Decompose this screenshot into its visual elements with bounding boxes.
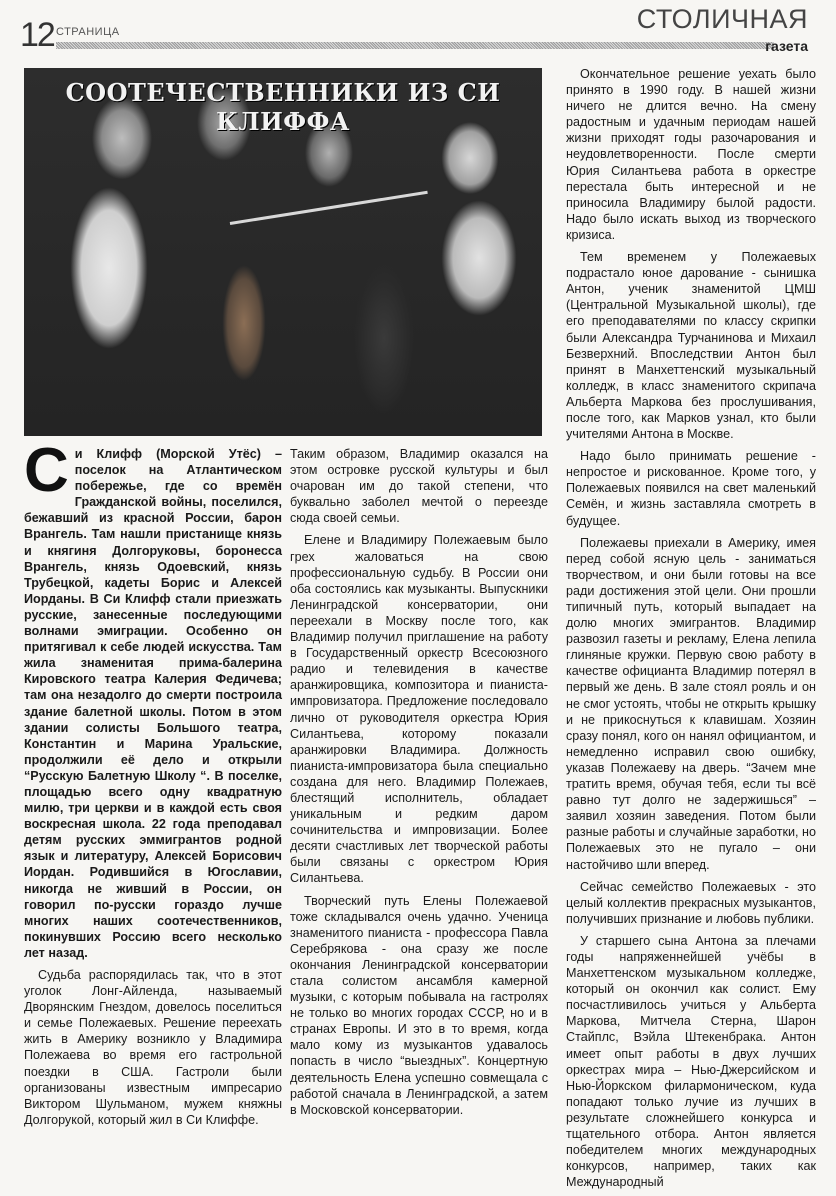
- page-header: [0, 0, 836, 60]
- paragraph: Судьба распорядилась так, что в этот уголок Лонг-Айленда, называемый Дворянским Гнездом, довелось поселиться и семье Полежаевых. Решение переехать жить в Америку возникло у Владимира Полежаева во время его гастрольной поездки в США. Гастроли были организованы известным импресарио Виктором Шульманом, мужем княжны Долгорукой, который жил в Си Клиффе.: [24, 968, 282, 1127]
- lead-text: и Клифф (Морской Утёс) – поселок на Атлантическом побережье, где со времён Гражданской войны, поселился, бежавший из красной России, барон Врангель. Там нашли пристанище князь и княгиня Долгоруковы, боронесса Врангель, князь Одоевский, князь Трубецкой, кадеты Борис и Алексей Иорданы. В Си Клифф стали приезжать русские, занесенные последующими волнами эмиграции. Особенно он притягивал к себе людей искусства. Там жила знаменитая прима-балерина Кировского театра Калерия Федичева; там она незадолго до смерти построила здание балетной школы. Потом в этом здании солисты Большого театра, Константин и Марина Уральские, продолжили её дело и открыли “Русскую Балетную Школу “. В поселке, площадью всего одну квадратную милю, три церкви и в каждой есть своя воскресная школа. 22 года преподавал детям русских эммигрантов родной язык и литературу, Алексей Борисович Иордан. Родившийся в Югославии, никогда не живший в России, он говорил по-русски гораздо лучше многих наших соотечественников, покинувших Россию всего несколько лет назад.: [24, 447, 282, 960]
- newspaper-masthead: СТОЛИЧНАЯ: [636, 4, 808, 34]
- paragraph: Тем временем у Полежаевых подрастало юное дарование - сынишка Антон, ученик знаменитой ЦМШ (Центральной Музыкальной школы), где его преподавателями по классу скрипки были Александра Турчанинова и Михаил Безверхний. Впоследствии Антон был принят в Манхеттенский музыкальный колледж, в класс знаменитого скрипача Альберта Маркова без прослушивания, после того, как Марков узнал, кто были учителями Антона в Москве.: [566, 250, 816, 442]
- article-lead: [24, 436, 282, 961]
- paragraph: Окончательное решение уехать было принято в 1990 году. В нашей жизни ничего не длится вечно. На смену радостным и удачным периодам нашей жизни приходят годы разочарования и неудовлетворенности. После смерти Юрия Силантьева работа в оркестре перестала быть интересной и не приносила Владимиру былой радости. Надо было искать выход из творческого кризиса.: [566, 67, 816, 242]
- column-right: [566, 66, 816, 1196]
- paragraph: Сейчас семейство Полежаевых - это целый коллектив прекрасных музыкантов, получивших признание и любовь публики.: [566, 879, 816, 926]
- paragraph: Таким образом, Владимир оказался на этом островке русской культуры и был очарован им до такой степени, что буквально заболел мечтой о переезде сюда своей семьи.: [290, 447, 548, 526]
- paragraph: Творческий путь Елены Полежаевой тоже складывался очень удачно. Ученица знаменитого пианиста - профессора Павла Серебрякова - она сразу же после окончания Ленинградской консерватории стала солистом ансамбля камерной музыки, с которым побывала на гастролях не только во многих городах СССР, но и в странах Европы. И это в то время, когда мало кому из музыкантов удавалось попасть в число “выездных”. Концертную деятельность Елена успешно совмещала с работой сначала в Ленинградской, а затем в Московской консерватории.: [290, 893, 548, 1117]
- paragraph: У старшего сына Антона за плечами годы напряженнейшей учёбы в Манхеттенском музыкальном колледже, который он окончил как солист. Ему посчастливилось учиться у Альберта Маркова, Митчела Стерна, Шарон Стайплс, Вэйла Штекенбрака. Антон имеет опыт работы в двух лучших оркестрах мира – Нью-Джерсийском и Нью-Йоркском филармоническом, куда попадают только лучие из лучших в результате сложнейшего конкурса и тщательного отбора. Антон является победителем многих международных конкурсов, например, таких как Международный: [566, 933, 816, 1190]
- drop-cap: С: [24, 436, 69, 505]
- violin-bow-shape: [230, 191, 428, 225]
- page-number: 12: [20, 16, 54, 54]
- column-middle: [290, 446, 548, 1124]
- paragraph: Полежаевы приехали в Америку, имея перед собой ясную цель - заниматься творчеством, и они были готовы на все ради достижения этой цели. Они прошли типичный путь, который выпадает на долю многих эмигрантов. Владимир развозил газеты и рекламу, Елена лепила глиняные кружки. Первую свою работу в качестве официанта Владимир потерял в первый же день. В зале стоял рояль и он не смог устоять, чтобы не открыть крышку и не прикоснуться к клавишам. Хозяин сразу понял, кого он нанял официантом, и немедленно исправил свою ошибку, указав Полежаеву на дверь. “Зачем мне тратить время, обучая тебя, если ты всё равно тут долго не задержишься” – заявил хозяин заведения. Потом были разные работы и случайные заработки, но Полежаевых это не пугало – они настойчиво шли вперед.: [566, 535, 816, 872]
- column-left: [24, 436, 282, 1134]
- article-photo: [24, 68, 542, 436]
- newspaper-masthead-subtitle: газета: [765, 38, 808, 54]
- header-divider: [56, 42, 774, 49]
- paragraph: Елене и Владимиру Полежаевым было грех жаловаться на свою профессиональную судьбу. В России они оба состоялись как музыканты. Выпускники Ленинградской консерватории, они переехали в Москву после того, как Владимир получил приглашение на работу в Государственный оркестр Всесоюзного радио и телевидения в качестве аранжировщика, композитора и пианиста-импровизатора. Предложение последовало лично от руководителя оркестра Юрия Силантьева, которому показали аранжировки Владимира. Должность пианиста-импровизатора была специально создана для него. Владимир Полежаев, блестящий исполнитель, обладает уникальным и редким даром сочинительства и импровизации. Более десяти счастливых лет творческой работы были связаны с оркестром Юрия Силантьева.: [290, 533, 548, 886]
- paragraph: Надо было принимать решение - непростое и рискованное. Кроме того, у Полежаевых появился на свет маленький Семён, и жизнь заставляла смотреть в будущее.: [566, 449, 816, 528]
- page-label: СТРАНИЦА: [56, 26, 120, 38]
- article-headline: СООТЕЧЕСТВЕННИКИ ИЗ СИ КЛИФФА: [65, 78, 501, 136]
